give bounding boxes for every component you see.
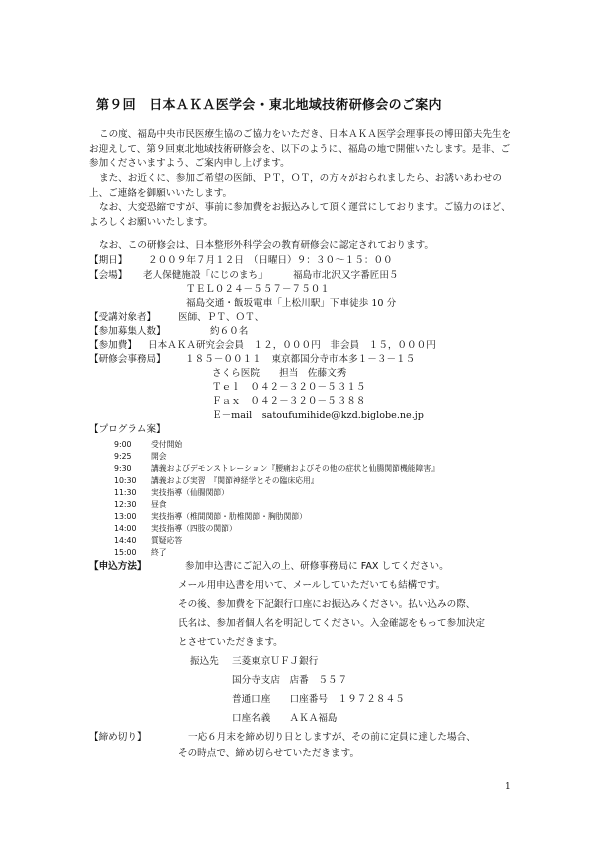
intro-paragraph-3: なお、大変恐縮ですが、事前に参加費をお振込みして頂く運営にしております。ご協力のほど、よろしくお願いいたします。	[89, 202, 511, 228]
venue-access: 福島交通・飯坂電車「上松川駅」下車徒歩 10 分	[186, 298, 397, 309]
certification-note: なお、この研修会は、日本整形外科学会の教育研修会に認定されております。	[99, 240, 435, 251]
program-time: 13:00	[114, 512, 137, 521]
venue-tel: ＴＥＬ０２４－５５７－７５０１	[186, 284, 330, 295]
application-line: 氏名は、参加者個人名を明記してください。入金確認をもって参加決定	[178, 618, 485, 629]
deadline-label: 【締め切り】	[89, 732, 147, 743]
program-time: 9:00	[114, 440, 132, 449]
office-tel: Ｔｅｌ ０４２－３２０－５３１５	[212, 382, 366, 393]
program-label: 【プログラム案】	[89, 424, 166, 435]
date-label: 【期日】	[89, 255, 128, 266]
bank-account: 普通口座 口座番号 １９７２８４５	[232, 694, 405, 705]
program-time: 14:40	[114, 536, 137, 545]
deadline-line-1: 一応６月末を締め切り日としますが、その前に定員に達した場合、	[188, 732, 476, 743]
program-time: 10:30	[114, 476, 137, 485]
program-time: 9:30	[114, 464, 132, 473]
program-item: 講義および実習 『関節神経学とその臨床応用』	[151, 476, 319, 485]
office-address: １８５－００１１ 東京都国分寺市本多１－３－１５	[185, 354, 416, 365]
application-line: 参加申込書にご記入の上、研修事務局に FAX してください。	[185, 561, 449, 572]
application-label: 【申込方法】	[89, 561, 147, 572]
intro-paragraph-1: この度、福島中央市民医療生協のご協力をいただき、日本ＡＫＡ医学会理事長の博田節夫先生をお迎えして、第９回東北地域技術研修会を、以下のように、福島の地で開催いたします。是非、ご参加くださいますよう、ご案内申し上げます。	[89, 129, 512, 170]
bank-label: 振込先	[190, 656, 219, 667]
venue-name: 老人保健施設「にじのまち」	[143, 270, 268, 281]
office-fax: Ｆａｘ ０４２－３２０－５３８８	[212, 396, 366, 407]
program-time: 15:00	[114, 548, 137, 557]
date-value: ２００９年７月１２日 （日曜日）９：３０～１５：００	[148, 255, 393, 266]
capacity-value: 約６０名	[210, 326, 249, 337]
target-label: 【受講対象者】	[89, 312, 157, 323]
capacity-label: 【参加募集人数】	[89, 326, 166, 337]
application-line: メール用申込書を用いて、メールしていただいても結構です。	[178, 580, 446, 591]
program-item: 終了	[151, 548, 167, 557]
target-value: 医師、ＰＴ、ＯＴ、	[178, 312, 265, 323]
venue-address: 福島市北沢又字番匠田５	[293, 270, 399, 281]
page-title: 第９回 日本ＡＫＡ医学会・東北地域技術研修会のご案内	[96, 98, 442, 113]
venue-label: 【会場】	[89, 270, 128, 281]
fee-label: 【参加費】	[89, 340, 137, 351]
office-email: Ｅ－mail satoufumihide@kzd.biglobe.ne.jp	[212, 410, 424, 421]
bank-branch: 国分寺支店 店番 ５５７	[232, 675, 348, 686]
program-item: 質疑応答	[151, 536, 183, 545]
fee-value: 日本ＡＫＡ研究会会員 １２，０００円 非会員 １５，０００円	[148, 340, 436, 351]
bank-name: 三菱東京ＵＦＪ銀行	[232, 656, 319, 667]
intro-paragraph-2: また、お近くに、参加ご希望の医師、ＰＴ，ＯＴ，の方々がおられましたら、お誘いあわせの上、ご連絡を御願いいたします。	[89, 173, 502, 199]
program-time: 9:25	[114, 452, 132, 461]
program-item: 実技指導（四肢の関節）	[151, 524, 237, 533]
program-time: 14:00	[114, 524, 137, 533]
office-label: 【研修会事務局】	[89, 354, 166, 365]
program-item: 講義およびデモンストレーション『腰痛およびその他の症状と仙腸関節機能障害』	[151, 464, 439, 473]
program-item: 受付開始	[151, 440, 183, 449]
office-name: さくら医院 担当 佐藤文秀	[212, 368, 347, 379]
application-line: その後、参加費を下記銀行口座にお振込みください。払い込みの際、	[178, 599, 476, 610]
program-item: 昼食	[151, 500, 167, 509]
program-item: 実技指導（椎間関節・肋椎関節・胸肋関節）	[151, 512, 307, 521]
bank-account-name: 口座名義 ＡＫＡ福島	[232, 713, 338, 724]
program-time: 11:30	[114, 488, 137, 497]
program-item: 開会	[151, 452, 167, 461]
deadline-line-2: その時点で、締め切らせていただきます。	[178, 748, 360, 759]
program-item: 実技指導（仙腸関節）	[151, 488, 229, 497]
page-number: 1	[505, 782, 511, 792]
application-line: とさせていただきます。	[178, 637, 283, 648]
program-time: 12:30	[114, 500, 137, 509]
